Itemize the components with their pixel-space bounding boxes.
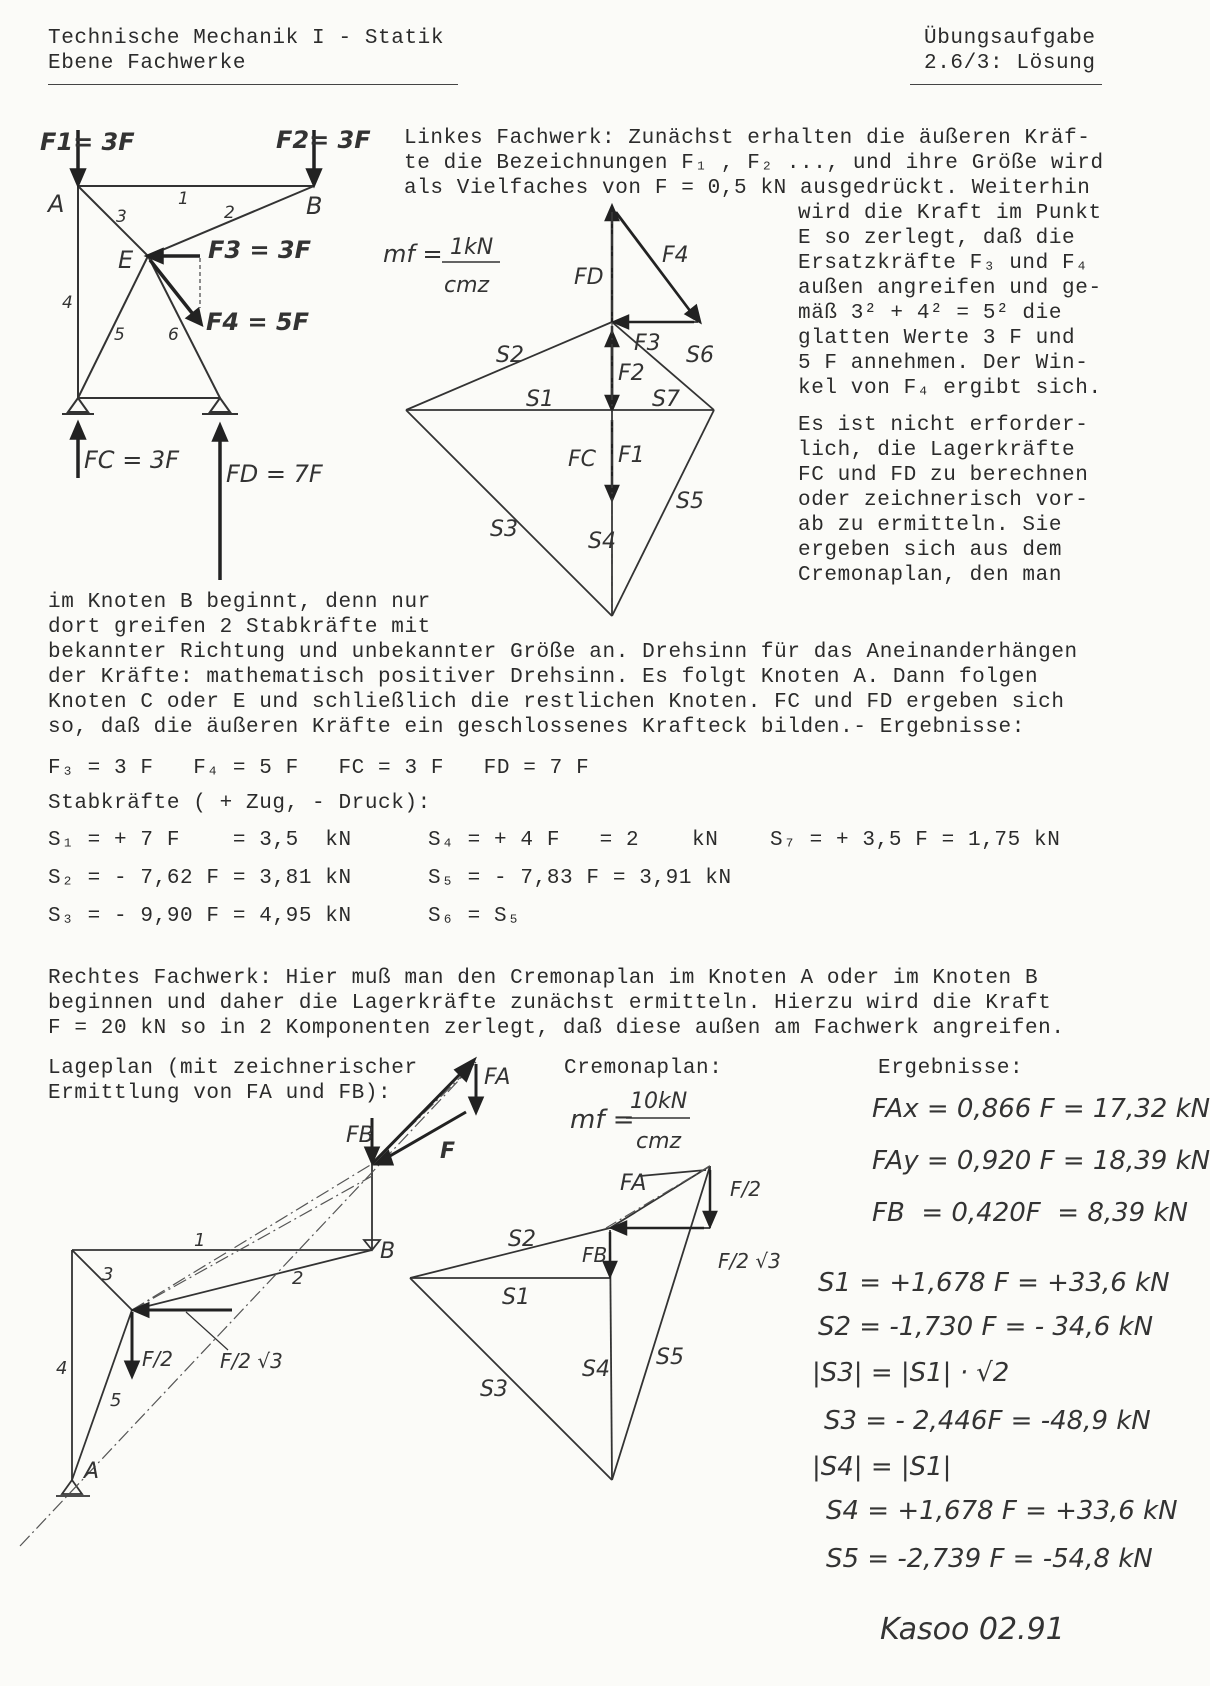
- right-result-s4-relation: |S4| = |S1|: [812, 1452, 952, 1482]
- intro-short-2: dort greifen 2 Stabkräfte mit: [48, 616, 431, 639]
- cremona-left-s2: S2: [496, 343, 524, 368]
- cremona-right-s5: S5: [656, 1345, 684, 1370]
- cremona-left-fd: FD: [574, 265, 604, 290]
- cremona-heading: Cremonaplan:: [564, 1057, 723, 1080]
- result-s6: S₆ = S₅: [428, 905, 521, 928]
- bar-label-4: 4: [62, 293, 73, 313]
- cremona-right-fb: FB: [582, 1243, 608, 1267]
- intro-line-3: als Vielfaches von F = 0,5 kN ausgedrückt. Weiterhin: [404, 177, 1091, 200]
- lageplan-bar-3: 3: [102, 1264, 114, 1285]
- fd-label: FD = 7F: [226, 460, 323, 488]
- f2-label: F2= 3F: [276, 126, 371, 154]
- bar-label-3: 3: [116, 207, 127, 227]
- node-b-label: B: [306, 192, 323, 220]
- lageplan-fb: FB: [346, 1123, 374, 1148]
- intro-col2-6: ergeben sich aus dem: [798, 539, 1063, 562]
- cremona-left-f1: F1: [618, 443, 645, 468]
- intro-col2-3: FC und FD zu berechnen: [798, 464, 1089, 487]
- lageplan-fa: FA: [484, 1065, 511, 1090]
- cremona-right-s4: S4: [582, 1357, 610, 1382]
- lageplan-bar-5: 5: [110, 1390, 122, 1411]
- cremona-left-f2: F2: [618, 361, 645, 386]
- cremona-left-f3: F3: [634, 331, 661, 356]
- intro-rest-1: bekannter Richtung und unbekannter Größe an. Drehsinn für das Aneinanderhängen: [48, 641, 1078, 664]
- f1-label: F1= 3F: [40, 128, 135, 156]
- lageplan-f-half-root3: F/2 √3: [220, 1349, 283, 1373]
- lageplan-node-b: B: [380, 1239, 396, 1264]
- fc-label: FC = 3F: [84, 446, 180, 474]
- result-s5: S₅ = - 7,83 F = 3,91 kN: [428, 867, 732, 890]
- cremona-right-scale-lhs: mf =: [570, 1105, 635, 1135]
- intro-col2-5: ab zu ermitteln. Sie: [798, 514, 1063, 537]
- cremona-right-f-half: F/2: [730, 1177, 761, 1201]
- header-subtitle: Ebene Fachwerke: [48, 52, 247, 75]
- intro-rest-2: der Kräfte: mathematisch positiver Drehsinn. Es folgt Knoten A. Dann folgen: [48, 666, 1039, 689]
- right-intro-2: beginnen und daher die Lagerkräfte zunächst ermitteln. Hierzu wird die Kraft: [48, 992, 1052, 1015]
- intro-line-2: te die Bezeichnungen F₁ , F₂ ..., und ihre Größe wird: [404, 152, 1104, 175]
- result-s2: S₂ = - 7,62 F = 3,81 kN: [48, 867, 352, 890]
- right-result-s3-relation: |S3| = |S1| · √2: [812, 1358, 1010, 1388]
- right-result-s2: S2 = -1,730 F = - 34,6 kN: [818, 1312, 1154, 1342]
- cremona-left-scale-den: cmz: [444, 273, 490, 298]
- cremona-left-s6: S6: [686, 343, 714, 368]
- bar-label-2: 2: [224, 203, 235, 223]
- cremona-left-fc: FC: [568, 447, 597, 472]
- f3-label: F3 = 3F: [208, 236, 312, 264]
- lageplan-bar-1: 1: [194, 1230, 206, 1251]
- signature: Kasoo 02.91: [880, 1612, 1065, 1647]
- right-intro-3: F = 20 kN so in 2 Komponenten zerlegt, daß diese außen am Fachwerk angreifen.: [48, 1017, 1065, 1040]
- cremona-right-scale-den: cmz: [636, 1129, 682, 1154]
- lageplan-bar-4: 4: [56, 1358, 68, 1379]
- lageplan-heading-2: Ermittlung von FA und FB):: [48, 1082, 392, 1105]
- result-s4: S₄ = + 4 F = 2 kN: [428, 829, 719, 852]
- lageplan-f-half: F/2: [142, 1347, 173, 1371]
- intro-short-1: im Knoten B beginnt, denn nur: [48, 591, 431, 614]
- cremona-right-s3: S3: [480, 1377, 508, 1402]
- intro-rest-4: so, daß die äußeren Kräfte ein geschlossenes Krafteck bilden.- Ergebnisse:: [48, 716, 1025, 739]
- intro-rest-3: Knoten C oder E und schließlich die restlichen Knoten. FC und FD ergeben sich: [48, 691, 1065, 714]
- header-exercise: Übungsaufgabe: [924, 27, 1096, 50]
- header-title: Technische Mechanik I - Statik: [48, 27, 445, 50]
- result-s1: S₁ = + 7 F = 3,5 kN: [48, 829, 352, 852]
- intro-col-1: wird die Kraft im Punkt: [798, 202, 1102, 225]
- node-e-label: E: [118, 246, 134, 274]
- right-result-s3: S3 = - 2,446F = -48,9 kN: [824, 1406, 1151, 1436]
- cremona-right-s2: S2: [508, 1227, 536, 1252]
- intro-col-8: kel von F₄ ergibt sich.: [798, 377, 1102, 400]
- cremona-left-s5: S5: [676, 489, 704, 514]
- results-stab-heading: Stabkräfte ( + Zug, - Druck):: [48, 792, 431, 815]
- result-s7: S₇ = + 3,5 F = 1,75 kN: [770, 829, 1061, 852]
- cremona-left-scale-lhs: mf =: [383, 240, 443, 268]
- cremona-left-f4: F4: [662, 243, 689, 268]
- right-result-s4: S4 = +1,678 F = +33,6 kN: [826, 1496, 1178, 1526]
- right-result-s1: S1 = +1,678 F = +33,6 kN: [818, 1268, 1170, 1298]
- intro-col-2: E so zerlegt, daß die: [798, 227, 1076, 250]
- right-result-fax: FAx = 0,866 F = 17,32 kN: [872, 1094, 1210, 1124]
- lageplan-f: F: [440, 1139, 456, 1164]
- node-a-label: A: [48, 190, 65, 218]
- intro-col2-2: lich, die Lagerkräfte: [798, 439, 1076, 462]
- lageplan-bar-2: 2: [292, 1268, 304, 1289]
- cremona-left-s4: S4: [588, 529, 616, 554]
- header-exercise-number: 2.6/3: Lösung: [924, 52, 1096, 75]
- bar-label-6: 6: [168, 325, 179, 345]
- ergebnisse-heading: Ergebnisse:: [878, 1057, 1024, 1080]
- cremona-left-scale-num: 1kN: [450, 235, 494, 260]
- lageplan-heading-1: Lageplan (mit zeichnerischer: [48, 1057, 418, 1080]
- results-external-forces: F₃ = 3 F F₄ = 5 F FC = 3 F FD = 7 F: [48, 757, 590, 780]
- lageplan-node-a: A: [84, 1459, 100, 1484]
- right-result-fb: FB = 0,420F = 8,39 kN: [872, 1198, 1188, 1228]
- intro-col2-4: oder zeichnerisch vor-: [798, 489, 1089, 512]
- cremona-right-scale-num: 10kN: [630, 1089, 688, 1114]
- right-intro-1: Rechtes Fachwerk: Hier muß man den Cremonaplan im Knoten A oder im Knoten B: [48, 967, 1039, 990]
- intro-col-4: außen angreifen und ge-: [798, 277, 1102, 300]
- result-s3: S₃ = - 9,90 F = 4,95 kN: [48, 905, 352, 928]
- intro-col-6: glatten Werte 3 F und: [798, 327, 1076, 350]
- cremona-left-s7: S7: [652, 387, 680, 412]
- right-result-s5: S5 = -2,739 F = -54,8 kN: [826, 1544, 1153, 1574]
- cremona-right-fa: FA: [620, 1171, 647, 1196]
- intro-col-5: mäß 3² + 4² = 5² die: [798, 302, 1063, 325]
- bar-label-5: 5: [114, 325, 125, 345]
- cremona-right-s1: S1: [502, 1285, 530, 1310]
- right-result-fay: FAy = 0,920 F = 18,39 kN: [872, 1146, 1210, 1176]
- cremona-left-s3: S3: [490, 517, 518, 542]
- cremona-right-f-half-root3: F/2 √3: [718, 1249, 781, 1273]
- intro-col2-1: Es ist nicht erforder-: [798, 414, 1089, 437]
- intro-col-3: Ersatzkräfte F₃ und F₄: [798, 252, 1089, 275]
- intro-line-1: Linkes Fachwerk: Zunächst erhalten die äußeren Kräf-: [404, 127, 1091, 150]
- intro-col-7: 5 F annehmen. Der Win-: [798, 352, 1089, 375]
- intro-col2-7: Cremonaplan, den man: [798, 564, 1063, 587]
- f4-label: F4 = 5F: [206, 308, 310, 336]
- bar-label-1: 1: [178, 189, 189, 209]
- cremona-left-s1: S1: [526, 387, 554, 412]
